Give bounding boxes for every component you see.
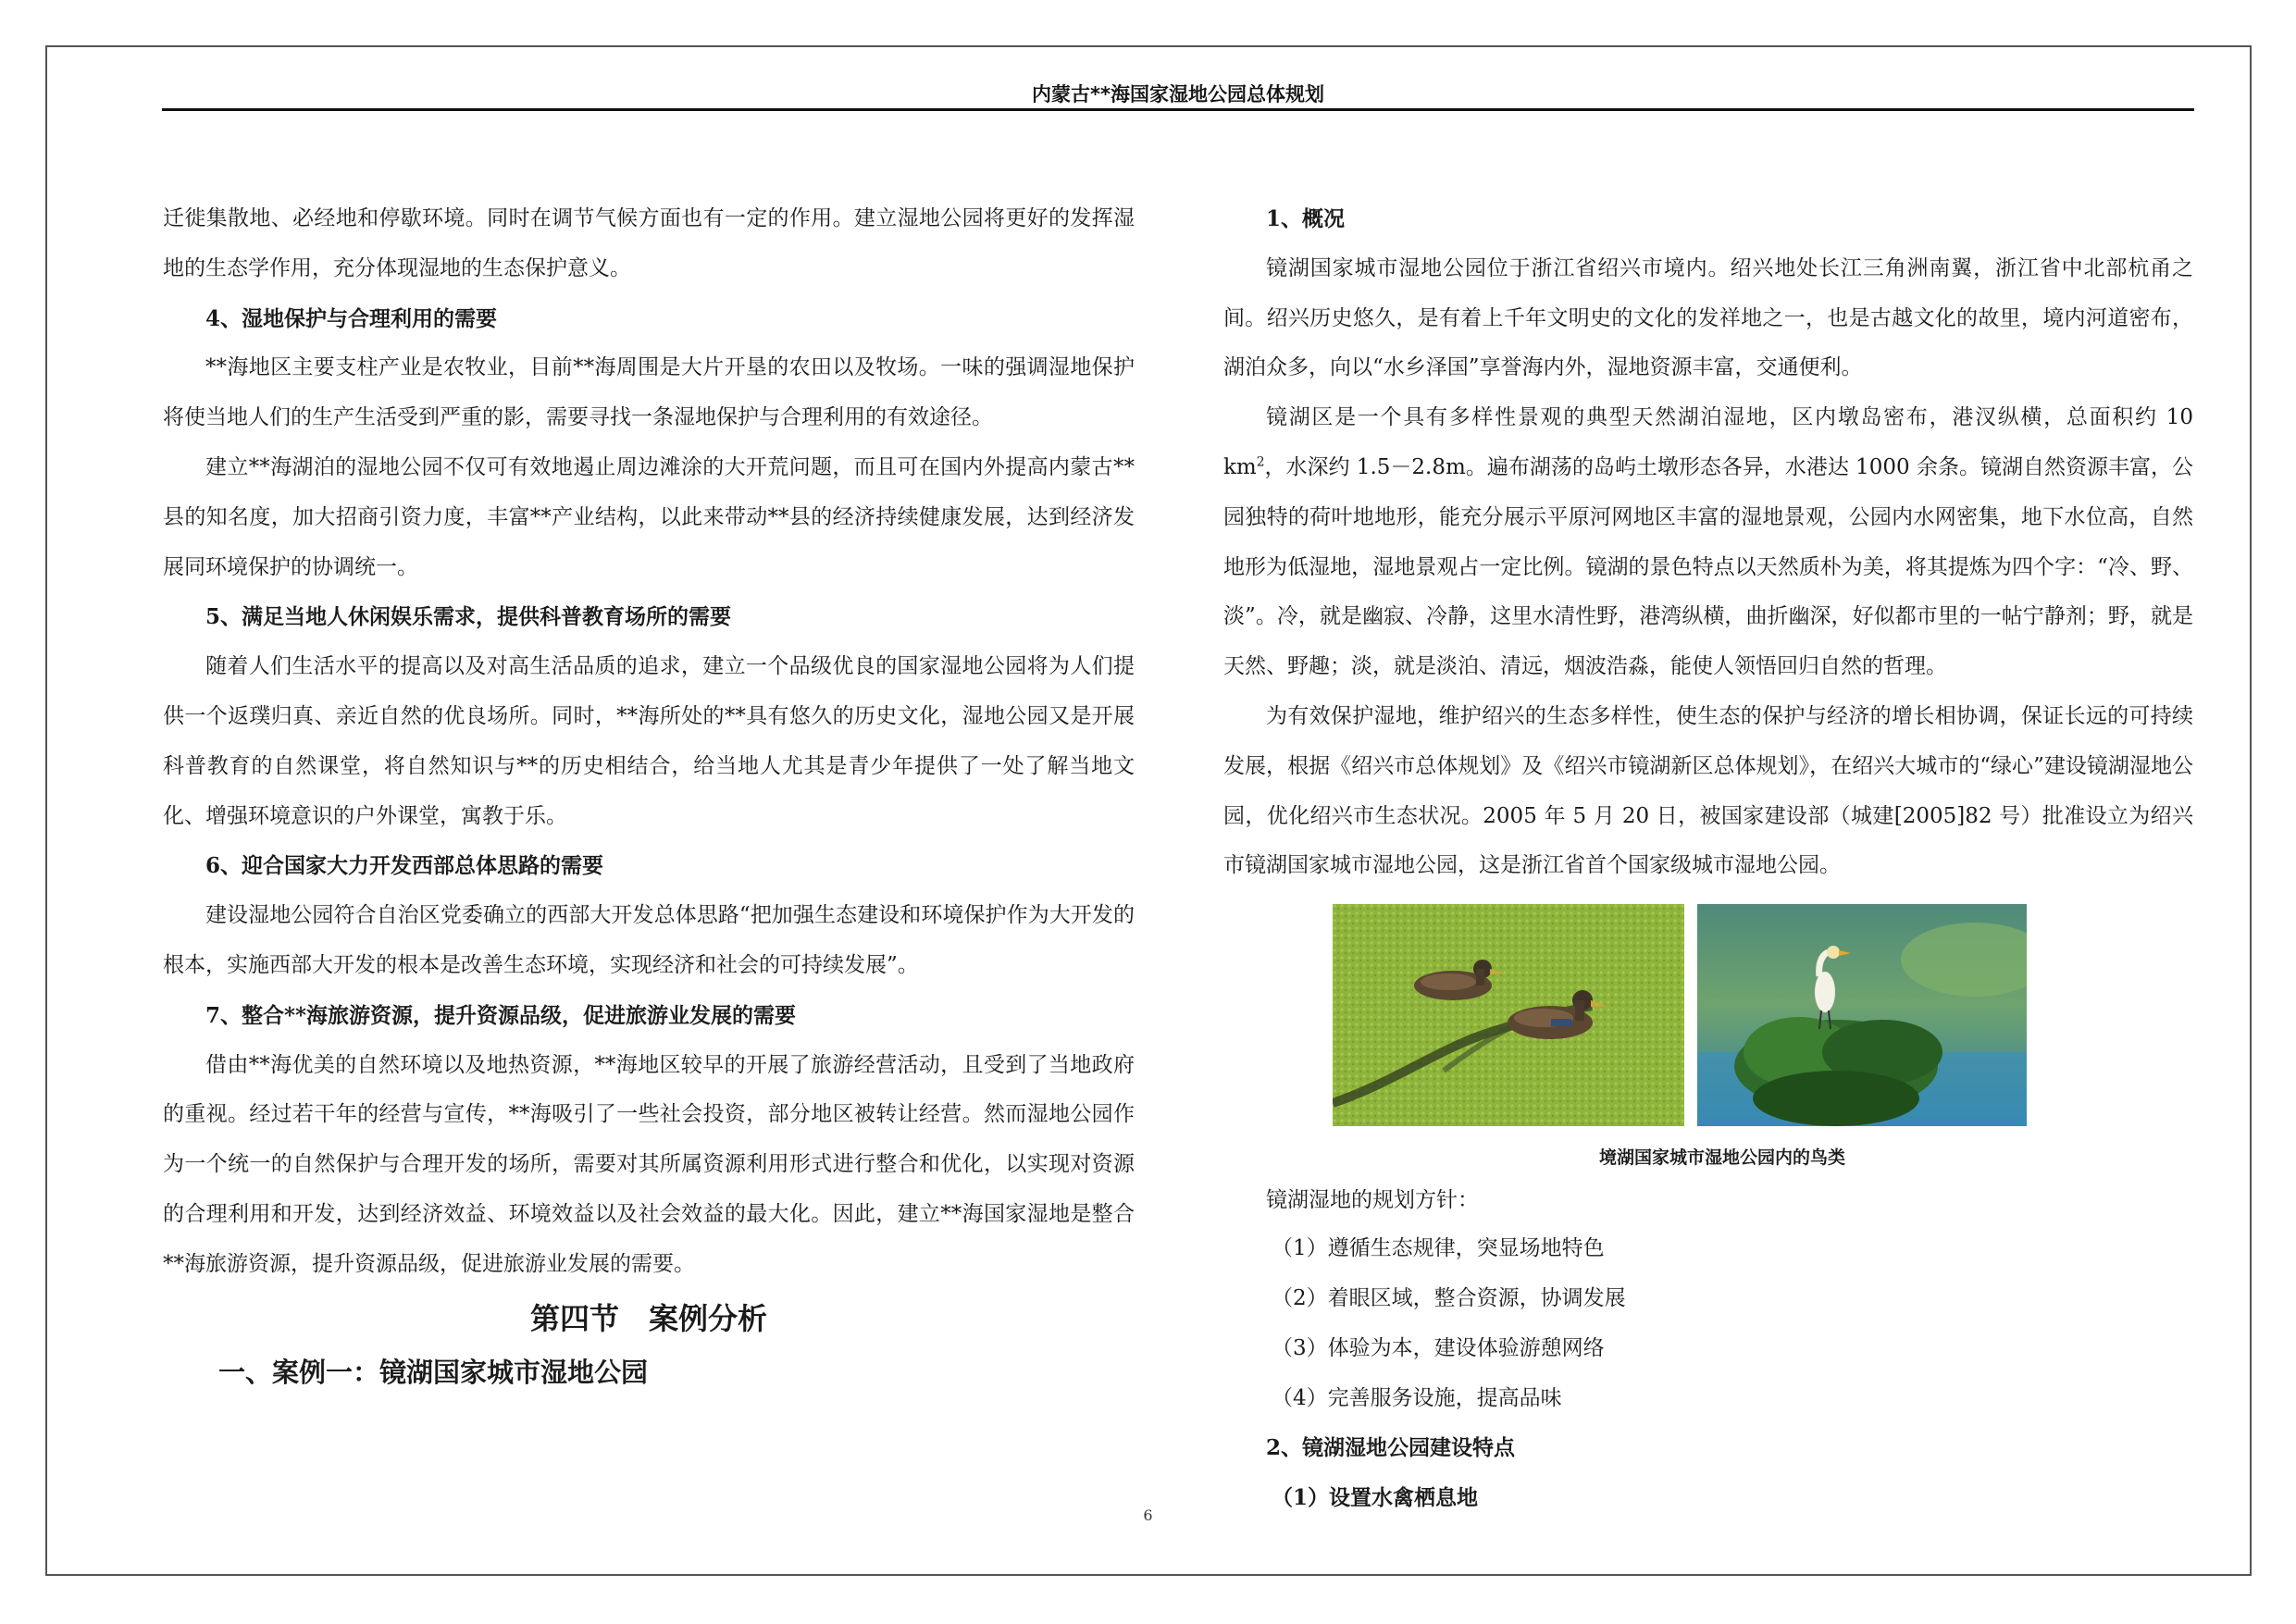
policy-item: （1）遵循生态规律，突显场地特色 [1272, 1236, 1605, 1261]
paragraph-7: 借由**海优美的自然环境以及地热资源，**海地区较早的开展了旅游经营活动，且受到了当地政府的重视。经过若干年的经营与宣传，**海吸引了一些社会投资，部分地区被转让经营。然而湿地公园作为一个统一的自然保护与合理开发的场所，需要对其所属资源利用形式进行整合和优化，以实现对资源的合理利用和开发，达到经济效益、环境效益以及社会效益的最大化。因此，建立**海国家湿地是整合**海旅游资源，提升资源品级，促进旅游业发展的需要。 [163, 1052, 1135, 1276]
page-number: 6 [1143, 1506, 1153, 1524]
paragraph-overview-b-pre: 镜湖区是一个具有多样性景观的典型天然湖泊湿地，区内墩岛密布，港汊纵横，总面积约 10 km [1223, 405, 2193, 479]
policy-item: （4）完善服务设施，提高品味 [1272, 1385, 1562, 1410]
paragraph-overview-c: 为有效保护湿地，维护绍兴的生态多样性，使生态的保护与经济的增长相协调，保证长远的可持续发展，根据《绍兴市总体规划》及《绍兴市镜湖新区总体规划》，在绍兴大城市的“绿心”建设镜湖湿地公园，优化绍兴市生态状况。2005 年 5 月 20 日，被国家建设部（城建[2005]82 号）批准设立为绍兴市镜湖国家城市湿地公园，这是浙江省首个国家级城市湿地公园。 [1223, 703, 2193, 878]
case-title: 一、案例一：镜湖国家城市湿地公园 [218, 1356, 649, 1388]
egret-illustration [1697, 904, 2027, 1126]
paragraph-5: 随着人们生活水平的提高以及对高生活品质的追求，建立一个品级优良的国家湿地公园将为人们提供一个返璞归真、亲近自然的优良场所。同时，**海所处的**具有悠久的历史文化，湿地公园又是开展科普教育的自然课堂，将自然知识与**的历史相结合，给当地人尤其是青少年提供了一处了解当地文化、增强环境意识的户外课堂，寓教于乐。 [163, 654, 1135, 828]
header-rule [162, 108, 2194, 111]
heading-overview: 1、概况 [1266, 206, 1346, 231]
heading-6: 6、迎合国家大力开发西部总体思路的需要 [205, 853, 604, 879]
paragraph-6: 建设湿地公园符合自治区党委确立的西部大开发总体思路“把加强生态建设和环境保护作为大开发的根本，实施西部大开发的根本是改善生态环境，实现经济和社会的可持续发展”。 [163, 903, 1135, 977]
paragraph-overview-a: 镜湖国家城市湿地公园位于浙江省绍兴市境内。绍兴地处长江三角洲南翼，浙江省中北部杭甬之间。绍兴历史悠久，是有着上千年文明史的文化的发祥地之一，也是古越文化的故里，境内河道密布，湖泊众多，向以“水乡泽国”享誉海内外，湿地资源丰富，交通便利。 [1223, 255, 2193, 380]
heading-7: 7、整合**海旅游资源，提升资源品级，促进旅游业发展的需要 [205, 1002, 797, 1028]
policy-item: （3）体验为本，建设体验游憩网络 [1272, 1335, 1605, 1360]
heading-4: 4、湿地保护与合理利用的需要 [205, 305, 498, 331]
heading-5: 5、满足当地人休闲娱乐需求，提供科普教育场所的需要 [205, 604, 732, 630]
ducks-illustration [1333, 904, 1684, 1126]
paragraph-4a: **海地区主要支柱产业是农牧业，目前**海周围是大片开垦的农田以及牧场。一味的强调湿地保护将使当地人们的生产生活受到严重的影，需要寻找一条湿地保护与合理利用的有效途径。 [163, 355, 1135, 430]
paragraph-4b: 建立**海湖泊的湿地公园不仅可有效地遏止周边滩涂的大开荒问题，而且可在国内外提高内蒙古**县的知名度，加大招商引资力度，丰富**产业结构，以此来带动**县的经济持续健康发展，达到经济发展同环境保护的协调统一。 [163, 454, 1135, 579]
right-column [1223, 194, 2193, 1523]
left-column [163, 194, 1135, 1397]
photo-caption: 境湖国家城市湿地公园内的鸟类 [1598, 1147, 1845, 1169]
section-title: 第四节 案例分析 [529, 1300, 767, 1336]
paragraph-overview-b [1223, 393, 2193, 692]
paragraph-overview-b-post: ，水深约 1.5－2.8m。遍布湖荡的岛屿土墩形态各异，水港达 1000 余条。镜湖自然资源丰富，公园独特的荷叶地地形，能充分展示平原河网地区丰富的湿地景观，公园内水网密集，地下水位高，自然地形为低湿地，湿地景观占一定比例。镜湖的景色特点以天然质朴为美，将其提炼为四个字：“冷、野、淡”。冷，就是幽寂、冷静，这里水清性野，港湾纵横，曲折幽深，好似都市里的一帖宁静剂；野，就是天然、野趣；淡，就是淡泊、清远，烟波浩淼，能使人领悟回归自然的哲理。 [1223, 454, 2193, 679]
heading-waterfowl-habitat: （1）设置水禽栖息地 [1272, 1485, 1479, 1511]
heading-features: 2、镜湖湿地公园建设特点 [1266, 1435, 1516, 1461]
egret-photo [1697, 904, 2027, 1126]
paragraph-intro: 迁徙集散地、必经地和停歇环境。同时在调节气候方面也有一定的作用。建立湿地公园将更好的发挥湿地的生态学作用，充分体现湿地的生态保护意义。 [163, 206, 1135, 280]
policy-list [1223, 1224, 2193, 1423]
policy-intro: 镜湖湿地的规划方针： [1266, 1188, 1479, 1213]
running-header: 内蒙古**海国家湿地公园总体规划 [1032, 83, 1324, 105]
ducks-photo [1333, 904, 1684, 1126]
photo-row [1223, 897, 2193, 1139]
policy-item: （2）着眼区域，整合资源，协调发展 [1272, 1285, 1626, 1310]
superscript-2: 2 [1256, 454, 1265, 470]
